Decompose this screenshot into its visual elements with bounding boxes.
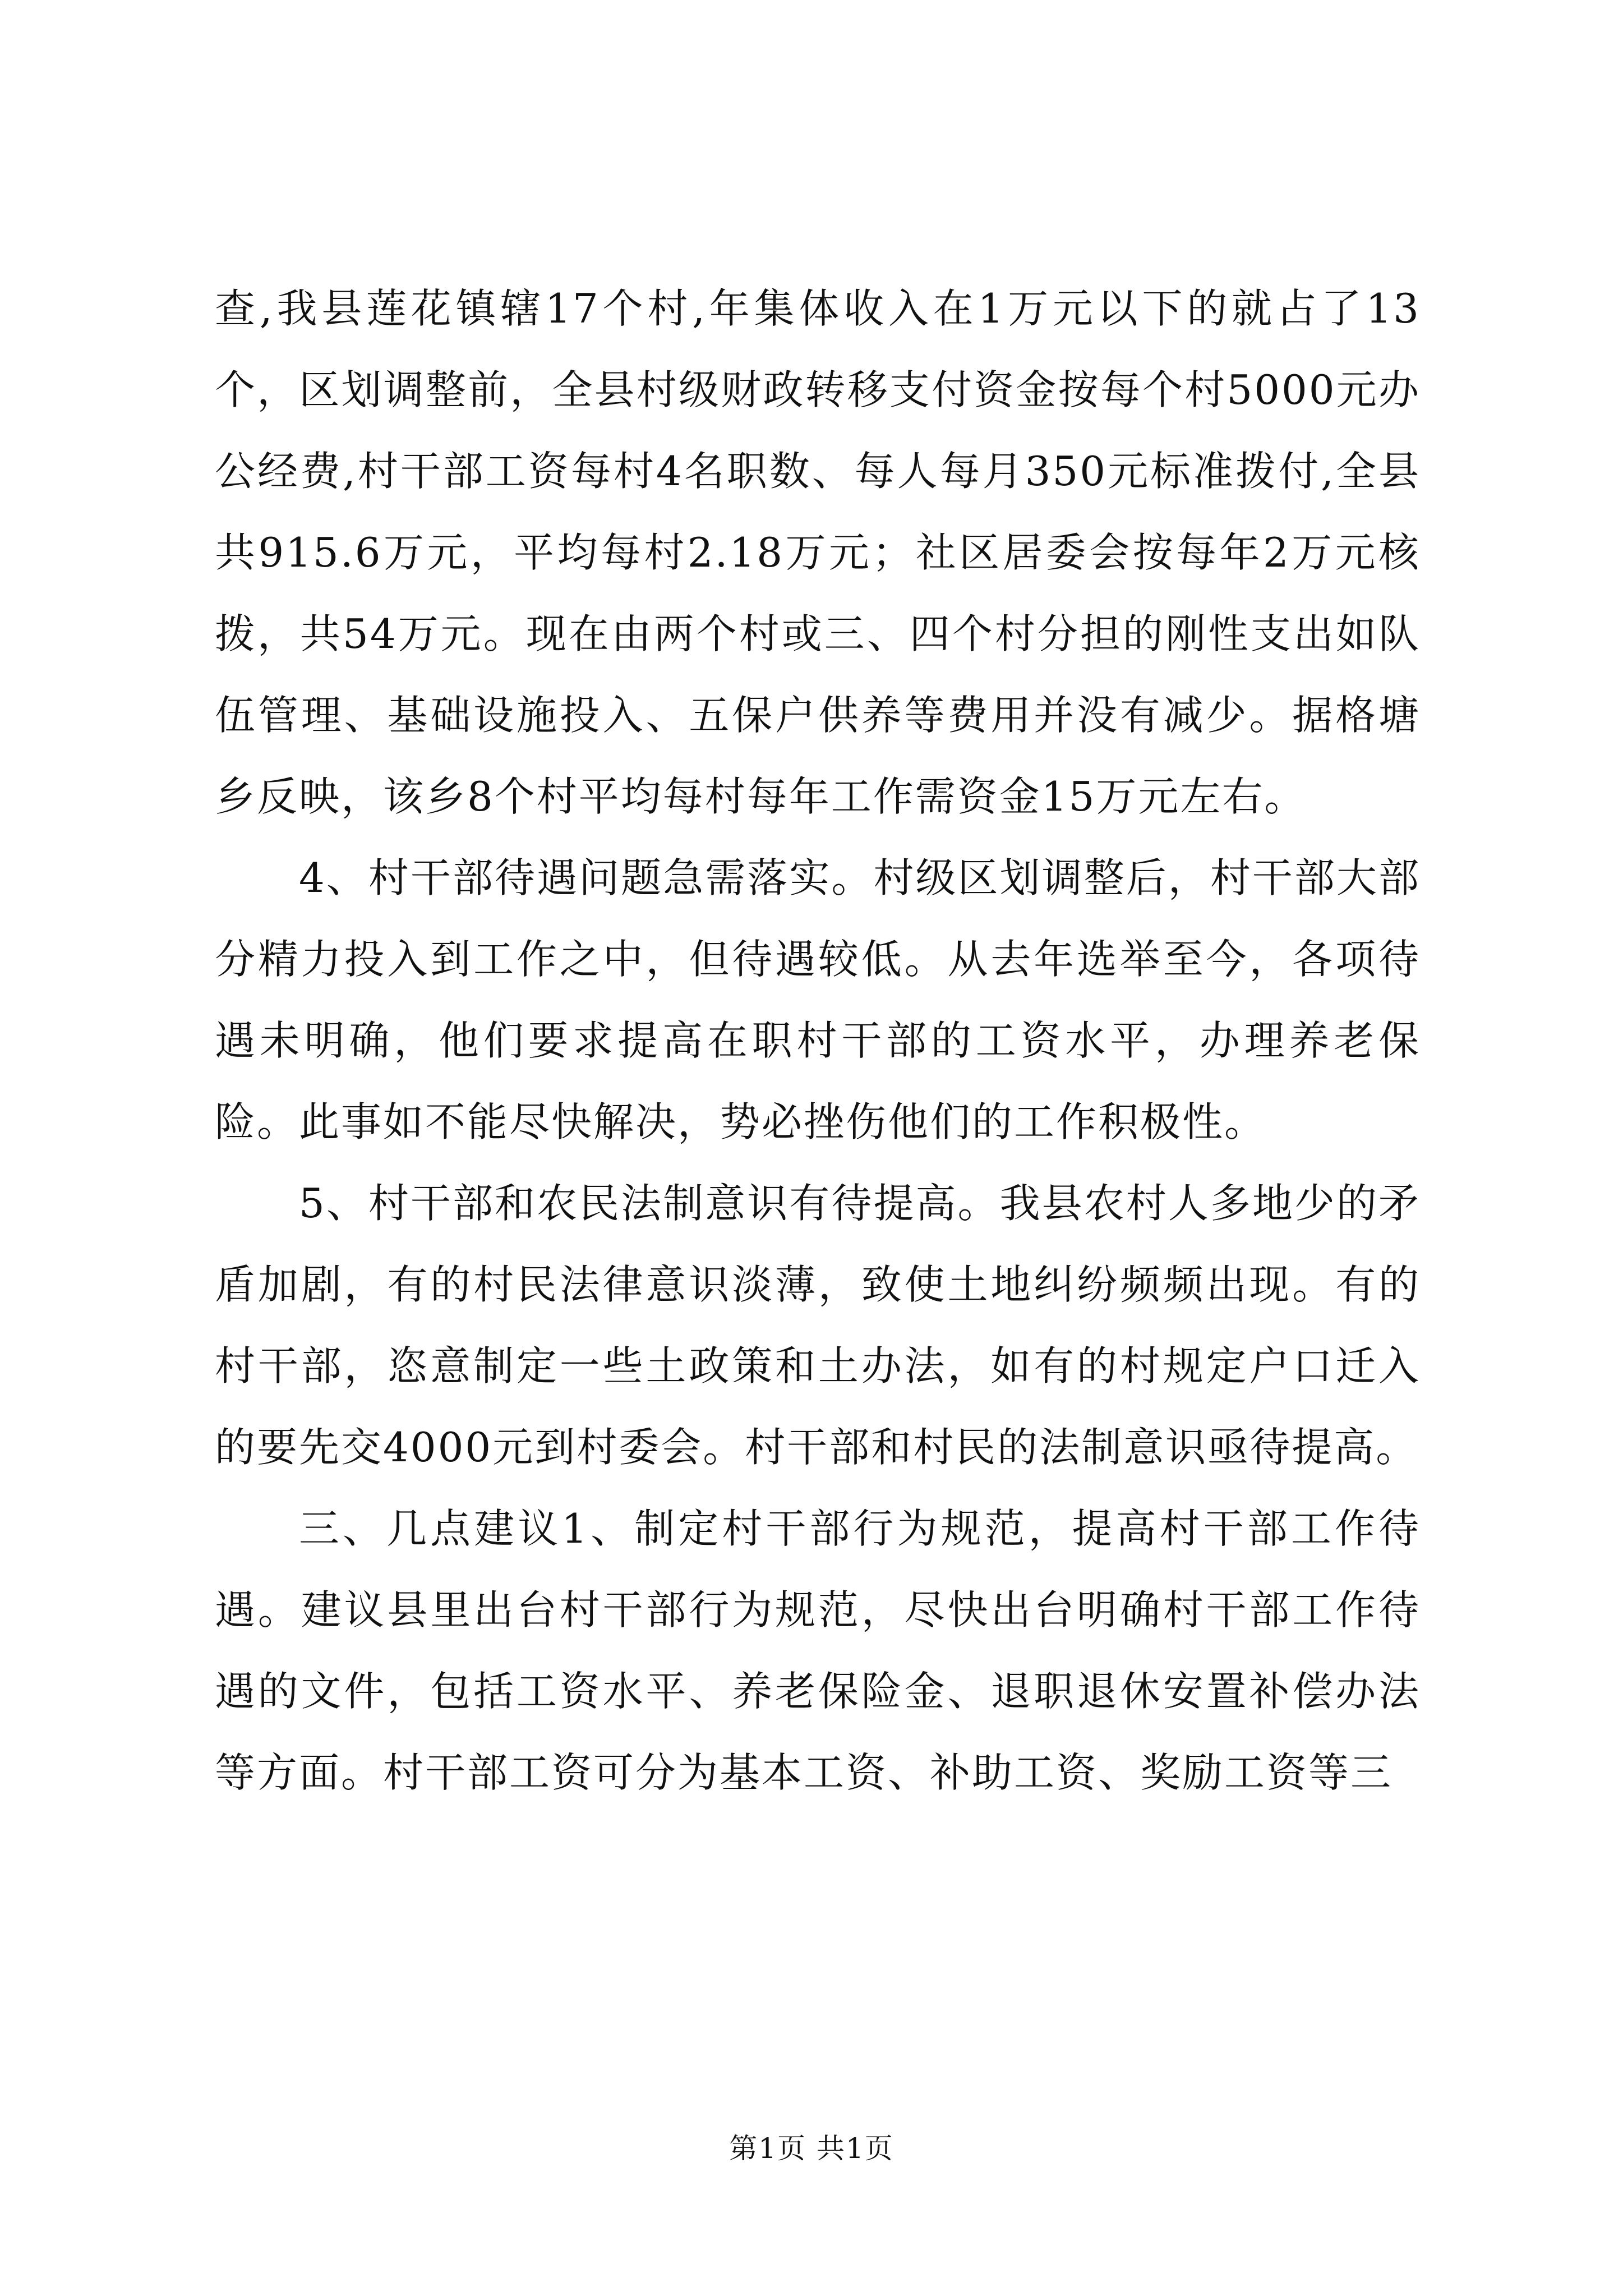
paragraph-continuation: 查,我县莲花镇辖17个村,年集体收入在1万元以下的就占了13个，区划调整前，全县村级财政转移支付资金按每个村5000元办公经费,村干部工资每村4名职数、每人每月350元标准拨付,全县共915.6万元，平均每村2.18万元；社区居委会按每年2万元核拨，共54万元。现在由两个村或三、四个村分担的刚性支出如队伍管理、基础设施投入、五保户供养等费用并没有减少。据格塘乡反映，该乡8个村平均每村每年工作需资金15万元左右。 (215, 285, 1421, 820)
page-footer: 第1页 共1页 (729, 2132, 894, 2165)
paragraph-item-5: 5、村干部和农民法制意识有待提高。我县农村人多地少的矛盾加剧，有的村民法律意识淡薄，致使土地纠纷频频出现。有的村干部，恣意制定一些土政策和土办法，如有的村规定户口迁入的要先交4000元到村委会。村干部和村民的法制意识亟待提高。 (215, 1180, 1421, 1471)
document-body (215, 268, 1421, 1814)
paragraph-item-4: 4、村干部待遇问题急需落实。村级区划调整后，村干部大部分精力投入到工作之中，但待遇较低。从去年选举至今，各项待遇未明确，他们要求提高在职村干部的工资水平，办理养老保险。此事如不能尽快解决，势必挫伤他们的工作积极性。 (215, 854, 1421, 1145)
paragraph-section-3: 三、几点建议1、制定村干部行为规范，提高村干部工作待遇。建议县里出台村干部行为规范，尽快出台明确村干部工作待遇的文件，包括工资水平、养老保险金、退职退休安置补偿办法等方面。村干部工资可分为基本工资、补助工资、奖励工资等三 (215, 1505, 1421, 1796)
